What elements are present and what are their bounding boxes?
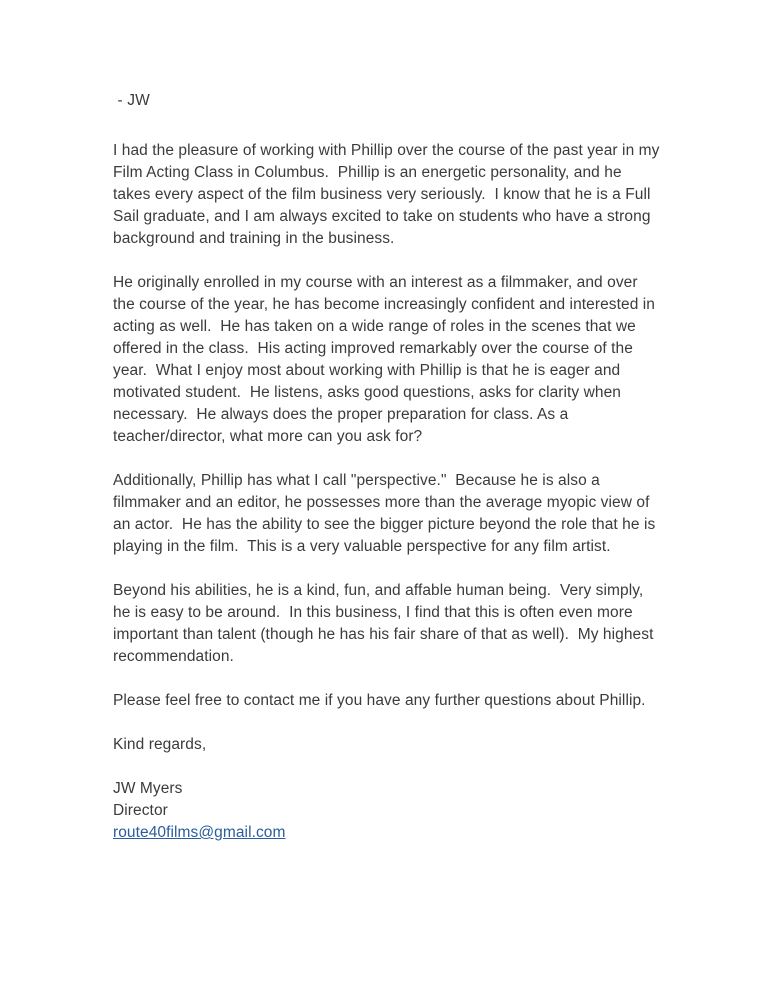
closing-salutation: Kind regards,: [113, 736, 207, 753]
signature-title: Director: [113, 802, 168, 819]
paragraph-4: Beyond his abilities, he is a kind, fun, and affable human being. Very simply, he is easy to be around. In this business, I find that this is often even more important than talent (though he has his fair share of that as well). My highest recommendation.: [113, 582, 658, 665]
signature-block: [113, 778, 661, 844]
paragraph-3: Additionally, Phillip has what I call "perspective." Because he is also a filmmaker and an editor, he possesses more than the average myopic view of an actor. He has the ability to see the bigger picture beyond the role that he is playing in the film. This is a very valuable perspective for any film artist.: [113, 472, 660, 555]
paragraph-5-contact-invite: Please feel free to contact me if you have any further questions about Phillip.: [113, 692, 646, 709]
letter-body: [113, 90, 664, 844]
paragraph-2: He originally enrolled in my course with an interest as a filmmaker, and over the course of the year, he has become increasingly confident and interested in acting as well. He has taken on a wide range of roles in the scenes that we offered in the class. His acting improved remarkably over the course of the year. What I enjoy most about working with Phillip is that he is eager and motivated student. He listens, asks good questions, asks for clarity when necessary. He always does the proper preparation for class. As a teacher/director, what more can you ask for?: [113, 274, 660, 445]
signature-email-link[interactable]: route40films@gmail.com: [113, 824, 286, 841]
paragraph-1: I had the pleasure of working with Phillip over the course of the past year in my Film Acting Class in Columbus. Phillip is an energetic personality, and he takes every aspect of the film business very seriously. I know that he is a Full Sail graduate, and I am always excited to take on students who have a strong background and training in the business.: [113, 142, 664, 247]
initials-line: - JW: [113, 92, 150, 109]
signature-name: JW Myers: [113, 780, 183, 797]
